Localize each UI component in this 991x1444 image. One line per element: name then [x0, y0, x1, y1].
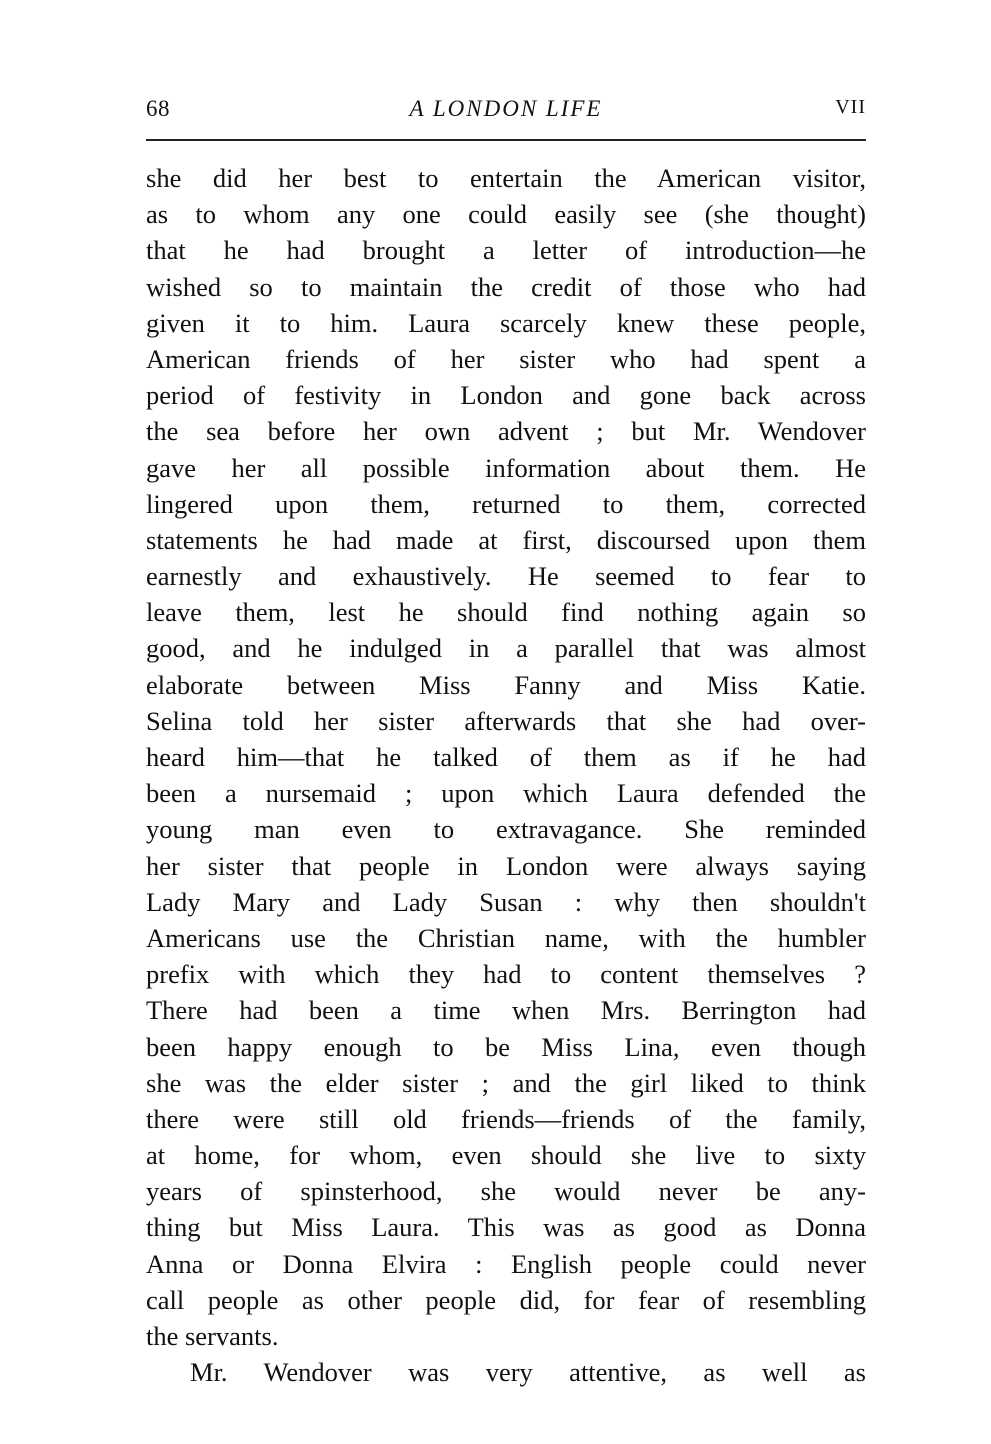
text-line: period of festivity in London and gone back across: [146, 380, 866, 411]
text-line: gave her all possible information about them. He: [146, 452, 866, 483]
text-line: Selina told her sister afterwards that she had over-: [146, 705, 866, 736]
text-line: that he had brought a letter of introduction—he: [146, 235, 866, 266]
text-line: at home, for whom, even should she live to sixty: [146, 1140, 866, 1171]
text-line: given it to him. Laura scarcely knew these people,: [146, 307, 866, 338]
running-title: A LONDON LIFE: [409, 96, 603, 121]
text-line: Americans use the Christian name, with the humbler: [146, 922, 866, 953]
text-line: good, and he indulged in a parallel that was almost: [146, 633, 866, 664]
text-line: she was the elder sister ; and the girl liked to think: [146, 1067, 866, 1098]
text-line: wished so to maintain the credit of those who had: [146, 271, 866, 302]
text-line: heard him—that he talked of them as if he had: [146, 742, 866, 772]
header-rule: [146, 139, 866, 141]
text-line: she did her best to entertain the American visitor,: [146, 163, 866, 193]
text-line: thing but Miss Laura. This was as good as Donna: [146, 1212, 866, 1243]
page-number: 68: [146, 96, 170, 121]
body-text: [146, 160, 866, 1390]
text-line: young man even to extravagance. She reminded: [146, 814, 866, 845]
text-line: American friends of her sister who had spent a: [146, 343, 866, 374]
running-head: [146, 96, 866, 132]
text-line: as to whom any one could easily see (she thought): [146, 199, 866, 230]
text-line: years of spinsterhood, she would never be any-: [146, 1176, 866, 1207]
text-line: there were still old friends—friends of the family,: [146, 1103, 866, 1134]
text-line: statements he had made at first, discoursed upon them: [146, 524, 866, 555]
paragraph-end-line: the servants.: [146, 1321, 279, 1351]
text-line: call people as other people did, for fear of resembling: [146, 1284, 866, 1315]
text-line: been a nursemaid ; upon which Laura defended the: [146, 778, 866, 809]
paragraph-start-line: Mr. Wendover was very attentive, as well as: [190, 1357, 866, 1388]
chapter-number: VII: [835, 96, 866, 118]
text-line: elaborate between Miss Fanny and Miss Katie.: [146, 669, 866, 700]
text-line: lingered upon them, returned to them, corrected: [146, 488, 866, 519]
text-line: the sea before her own advent ; but Mr. Wendover: [146, 416, 866, 447]
text-line: Lady Mary and Lady Susan : why then shouldn't: [146, 886, 866, 917]
text-line: been happy enough to be Miss Lina, even though: [146, 1031, 866, 1062]
text-line: prefix with which they had to content themselves ?: [146, 959, 866, 990]
text-line: earnestly and exhaustively. He seemed to fear to: [146, 561, 866, 592]
text-line: Anna or Donna Elvira : English people could never: [146, 1248, 866, 1279]
text-line: There had been a time when Mrs. Berrington had: [146, 995, 866, 1026]
text-line: leave them, lest he should find nothing again so: [146, 597, 866, 628]
text-line: her sister that people in London were always saying: [146, 850, 866, 881]
